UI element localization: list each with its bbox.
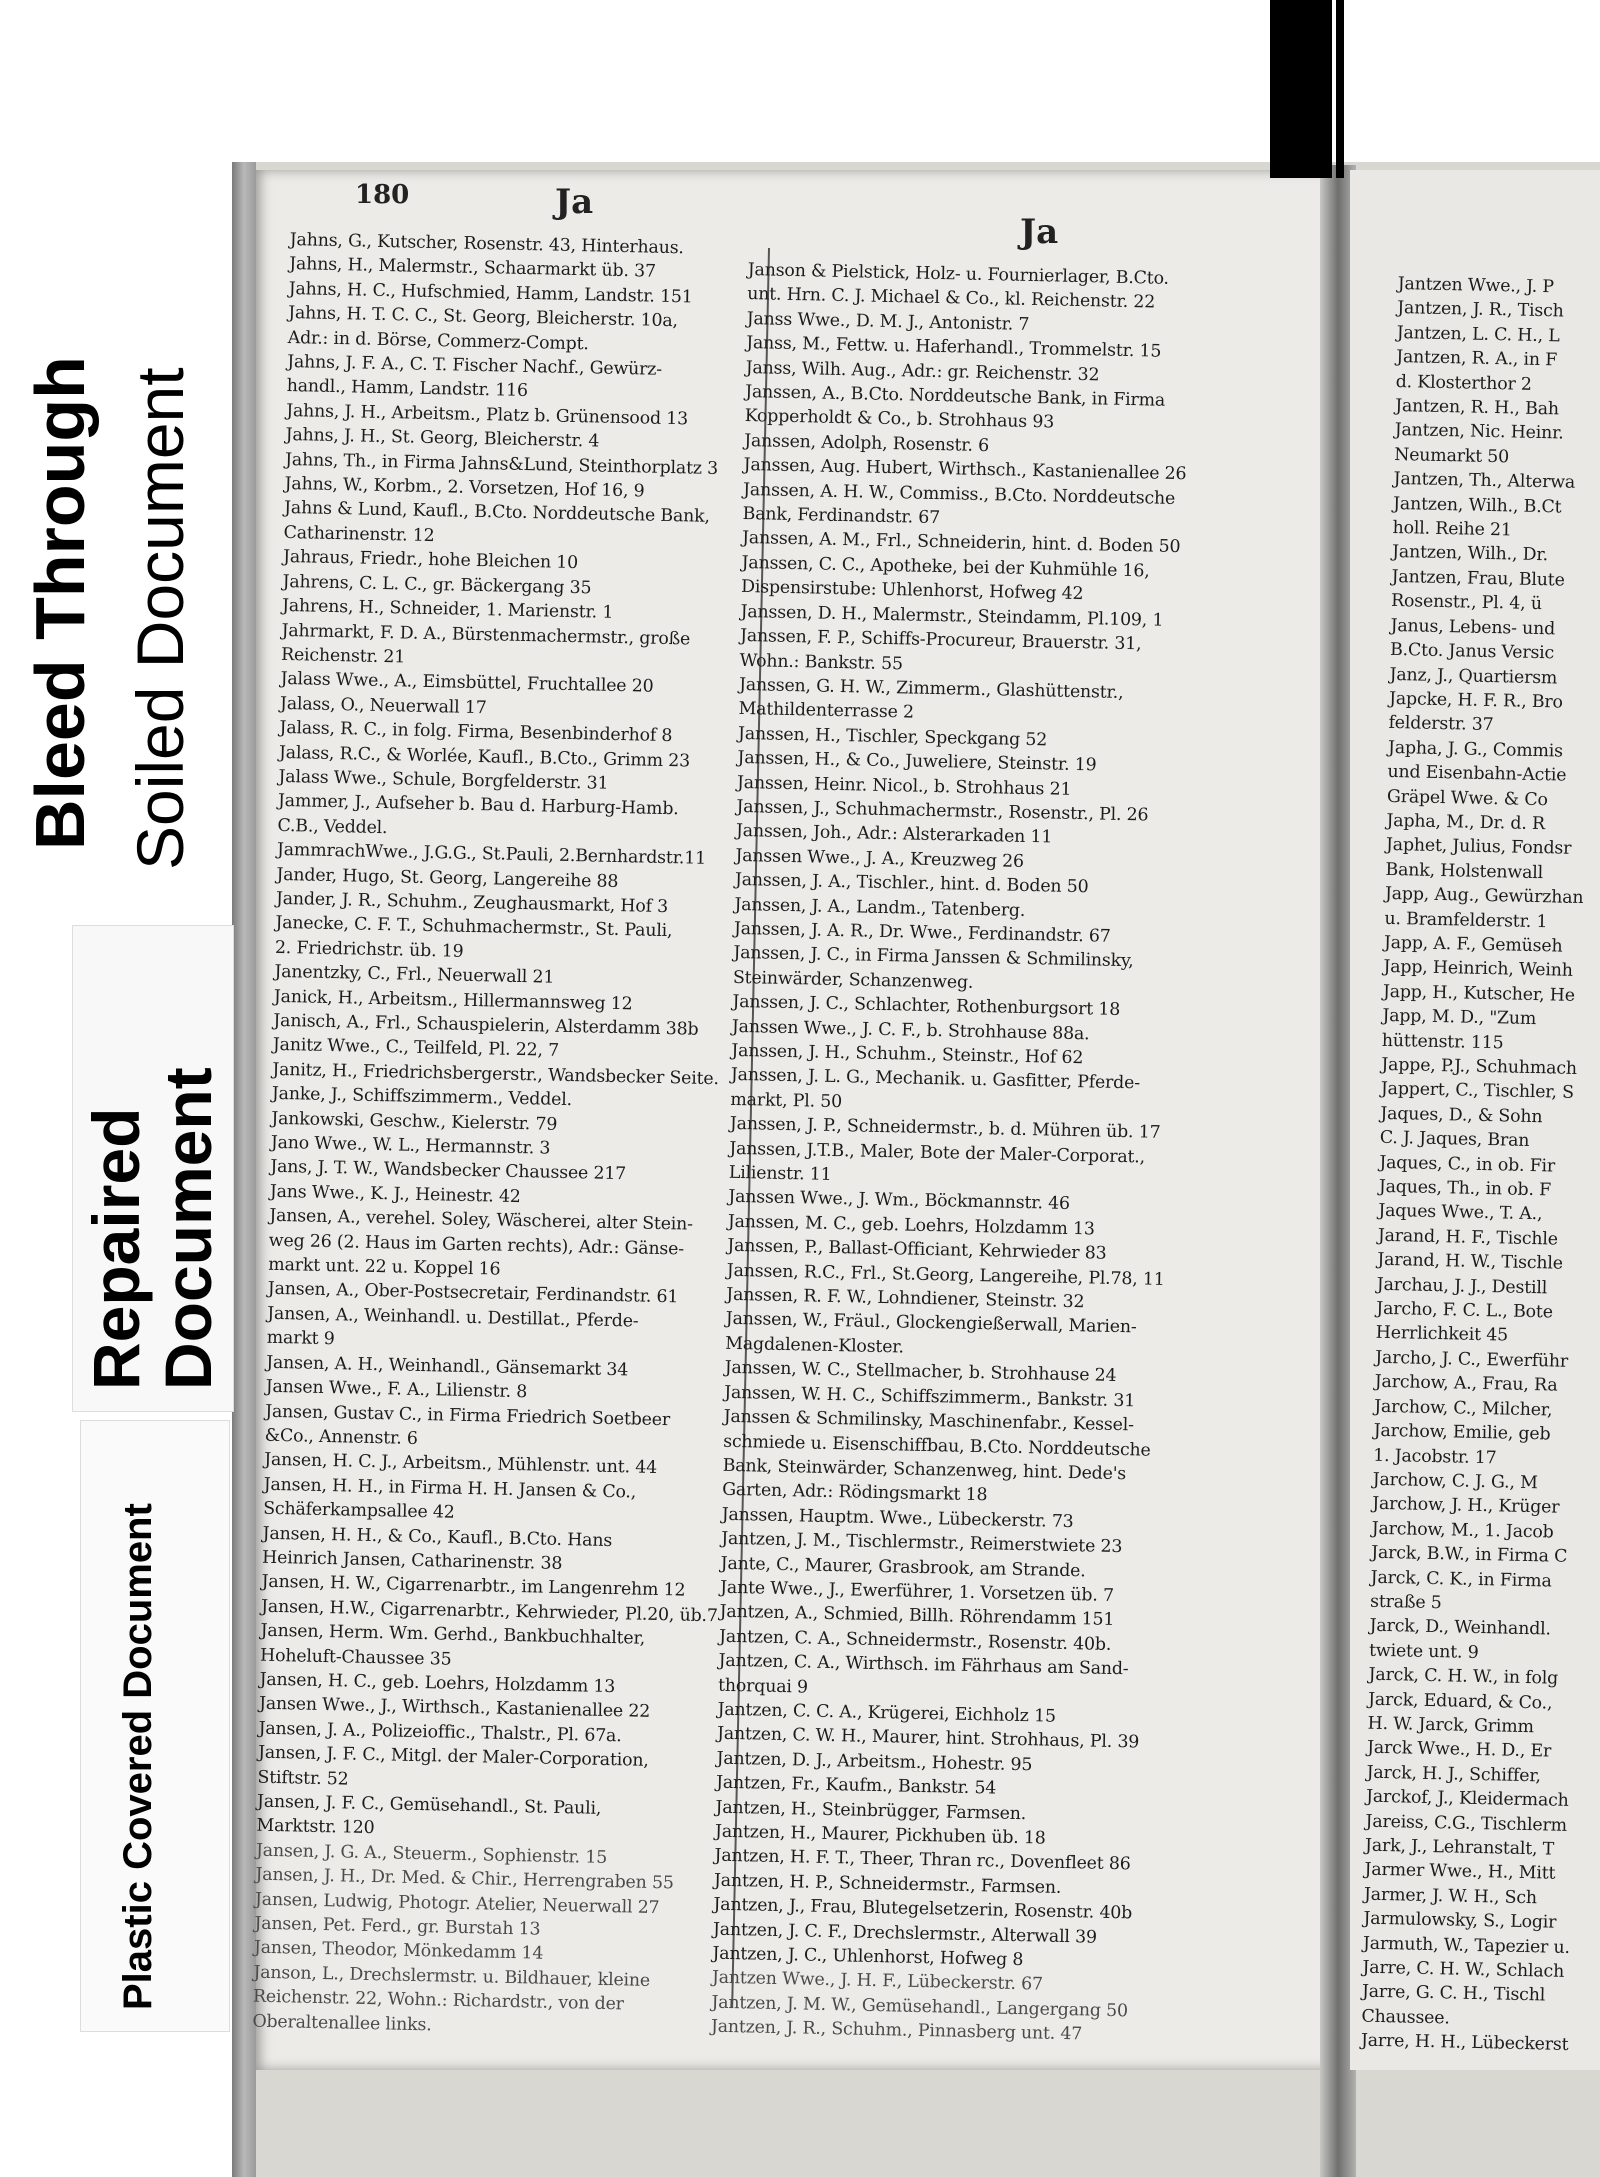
directory-entry: Jarchow, C., Milcher, (1374, 1396, 1553, 1421)
directory-entry: Janssen, D. H., Malermstr., Steindamm, Pl.109, 1 (740, 601, 1164, 631)
directory-entry: Jantzen, J. M. W., Gemüsehandl., Langergang 50 (711, 1992, 1129, 2022)
label-plastic-covered-document: Plastic Covered Document (116, 1503, 160, 2010)
directory-entry: Jantzen, J. C., Uhlenhorst, Hofweg 8 (712, 1943, 1024, 1971)
directory-entry: Janssen, Adolph, Rosenstr. 6 (743, 430, 990, 456)
directory-entry: Jahrens, C. L. C., gr. Bäckergang 35 (282, 571, 592, 599)
directory-entry: schmiede u. Eisenschiffbau, B.Cto. Norddeutsche (723, 1431, 1151, 1461)
directory-entry: Jander, Hugo, St. Georg, Langereihe 88 (276, 864, 619, 892)
directory-entry: Janss Wwe., D. M. J., Antonistr. 7 (746, 308, 1030, 335)
directory-entry: Janssen, G. H. W., Zimmerm., Glashüttenstr., (738, 674, 1124, 703)
directory-entry: Janss, M., Fettw. u. Haferhandl., Trommelstr. 15 (746, 333, 1162, 362)
directory-entry: Janssen, H., & Co., Juweliere, Steinstr. 19 (737, 748, 1097, 776)
directory-entry: Jarmulowsky, S., Logir (1363, 1908, 1557, 1933)
directory-entry: Jansen, J. G. A., Steuerm., Sophienstr. 15 (255, 1840, 608, 1868)
directory-entry: Jarmer, J. W. H., Sch (1363, 1884, 1538, 1909)
directory-entry: 2. Friedrichstr. üb. 19 (274, 937, 464, 962)
directory-column-middle (711, 258, 1268, 2050)
directory-entry: Jarcho, J. C., Ewerführ (1375, 1347, 1569, 1372)
directory-entry: Jarand, H. F., Tischle (1377, 1225, 1559, 1250)
directory-entry: Janssen, W., Fräul., Glockengießerwall, Marien- (725, 1309, 1137, 1338)
directory-entry: 1. Jacobstr. 17 (1373, 1445, 1497, 1468)
directory-entry: Janson, L., Drechslermstr. u. Bildhauer, kleine (253, 1962, 651, 1991)
directory-entry: Jarchau, J. J., Destill (1376, 1274, 1548, 1298)
directory-entry: Wohn.: Bankstr. 55 (739, 650, 904, 674)
directory-entry: Jahns, H., Malermstr., Schaarmarkt üb. 37 (289, 254, 657, 283)
directory-entry: Jahns & Lund, Kaufl., B.Cto. Norddeutsche Bank, (283, 498, 710, 528)
directory-entry: Neumarkt 50 (1393, 444, 1510, 468)
directory-entry: Janson & Pielstick, Holz- u. Fournierlager, B.Cto. (747, 259, 1170, 289)
directory-entry: Jantzen, C. W. H., Maurer, hint. Strohhaus, Pl. 39 (716, 1724, 1140, 1753)
directory-entry: Jansen, Pet. Ferd., gr. Burstah 13 (254, 1913, 541, 1940)
page-binding-edge (232, 162, 256, 2177)
directory-entry: Janssen, R. F. W., Lohndiener, Steinstr. 32 (726, 1284, 1085, 1313)
directory-entry: Janssen, Joh., Adr.: Alsterarkaden 11 (735, 821, 1053, 848)
directory-entry: Jalass Wwe., A., Eimsbüttel, Fruchtallee 20 (280, 669, 654, 698)
directory-entry: Schäferkampsallee 42 (262, 1498, 455, 1523)
directory-entry: Janssen, Heinr. Nicol., b. Strohhaus 21 (736, 772, 1072, 800)
directory-entry: twiete unt. 9 (1368, 1640, 1479, 1663)
directory-entry: Janssen, M. C., geb. Loehrs, Holzdamm 13 (727, 1211, 1095, 1240)
label-bleed-through: Bleed Through (21, 356, 99, 850)
directory-entry: Jantzen Wwe., J. P (1397, 273, 1555, 298)
directory-entry: Jansen, H. W., Cigarrenarbtr., im Langenrehm 12 (261, 1572, 686, 1601)
directory-entry: Lilienstr. 11 (728, 1162, 832, 1185)
directory-entry: Adr.: in d. Börse, Commerz-Compt. (287, 327, 589, 354)
directory-entry: Jarck, H. J., Schiffer, (1366, 1762, 1542, 1787)
directory-entry: Janssen Wwe., J. A., Kreuzweg 26 (735, 845, 1025, 872)
directory-entry: B.Cto. Janus Versic (1389, 640, 1555, 664)
directory-entry: Mathildenterrasse 2 (738, 699, 915, 723)
directory-entry: Jante, C., Maurer, Grasbrook, am Strande. (720, 1553, 1086, 1581)
directory-entry: Japp, M. D., "Zum (1382, 1006, 1537, 1030)
directory-entry: Heinrich Jansen, Catharinenstr. 38 (261, 1547, 563, 1574)
directory-entry: Jaques Wwe., T. A., (1378, 1201, 1543, 1225)
directory-entry: Kopperholdt & Co., b. Strohhaus 93 (744, 406, 1055, 433)
directory-entry: Janssen, R.C., Frl., St.Georg, Langereihe, Pl.78, 11 (726, 1260, 1165, 1290)
directory-entry: Jantzen, A., Schmied, Billh. Röhrendamm 151 (719, 1602, 1115, 1631)
directory-entry: Jans, J. T. W., Wandsbecker Chaussee 217 (270, 1157, 627, 1185)
directory-entry: Jahns, J. F. A., C. T. Fischer Nachf., Gewürz- (286, 352, 663, 380)
directory-entry: Jarand, H. W., Tischle (1377, 1250, 1564, 1274)
directory-entry: Jantzen, Fr., Kaufm., Bankstr. 54 (715, 1772, 997, 1799)
directory-entry: Japcke, H. F. R., Bro (1388, 688, 1564, 713)
directory-entry: Jantzen, J. C. F., Drechslermstr., Alterwall 39 (712, 1919, 1098, 1948)
directory-entry: Jantzen, R. H., Bah (1394, 396, 1560, 420)
directory-entry: Janssen, A. H. W., Commiss., B.Cto. Norddeutsche (742, 479, 1176, 509)
directory-entry: Jansen, A., Ober-Postsecretair, Ferdinandstr. 61 (267, 1279, 679, 1308)
directory-entry: Jantzen, R. A., in F (1396, 347, 1558, 371)
directory-entry: Janssen, J.T.B., Maler, Bote der Maler-Corporat., (729, 1138, 1146, 1168)
directory-entry: Marktstr. 120 (256, 1816, 375, 1839)
directory-entry: Japp, Heinrich, Weinh (1383, 957, 1573, 982)
directory-entry: Japp, A. F., Gemüseh (1383, 932, 1563, 957)
directory-entry: &Co., Annenstr. 6 (264, 1425, 418, 1449)
directory-entry: Jarck, C. H. W., in folg (1368, 1664, 1559, 1689)
directory-entry: Jante Wwe., J., Ewerführer, 1. Vorsetzen üb. 7 (719, 1577, 1115, 1606)
directory-entry: Jantzen, C. A., Schneidermstr., Rosenstr. 40b. (718, 1626, 1112, 1655)
directory-entry: Jantzen, Frau, Blute (1391, 566, 1565, 591)
directory-entry: Jarck, B.W., in Firma C (1370, 1542, 1568, 1567)
directory-entry: Jahns, Th., in Firma Jahns&Lund, Steinthorplatz 3 (284, 449, 719, 479)
directory-entry: Jappe, P.J., Schuhmach (1381, 1054, 1578, 1079)
directory-entry: Jantzen, C. A., Wirthsch. im Fährhaus am Sand- (718, 1650, 1129, 1680)
directory-entry: Janus, Lebens- und (1390, 615, 1556, 640)
directory-entry: Jahns, J. H., Arbeitsm., Platz b. Grünensood 13 (285, 400, 689, 430)
directory-entry: Janssen, J. C., in Firma Janssen & Schmilinsky, (733, 943, 1134, 972)
directory-entry: Jantzen, H. F. T., Theer, Thran rc., Dovenfleet 86 (714, 1846, 1131, 1875)
directory-entry: Rosenstr., Pl. 4, ü (1390, 591, 1543, 615)
directory-entry: Janssen, J., Schuhmachermstr., Rosenstr., Pl. 26 (736, 796, 1149, 826)
directory-entry: C. J. Jaques, Bran (1379, 1128, 1530, 1152)
directory-entry: Garten, Adr.: Rödingsmarkt 18 (721, 1480, 988, 1506)
directory-entry: Jarchow, A., Frau, Ra (1374, 1372, 1558, 1396)
directory-entry: Japha, J. G., Commis (1387, 737, 1564, 762)
directory-entry: Jano Wwe., W. L., Hermannstr. 3 (270, 1132, 551, 1159)
directory-entry: Jansen, J. F. C., Gemüsehandl., St. Pauli, (256, 1791, 602, 1819)
directory-entry: Janisch, A., Frl., Schauspielerin, Alsterdamm 38b (273, 1010, 699, 1040)
directory-entry: Janick, H., Arbeitsm., Hillermannsweg 12 (273, 986, 633, 1014)
directory-entry: Jansen, H. C. J., Arbeitsm., Mühlenstr. unt. 44 (263, 1450, 658, 1479)
directory-entry: Janentzky, C., Frl., Neuerwall 21 (274, 962, 555, 988)
directory-entry: handl., Hamm, Landstr. 116 (286, 376, 529, 402)
directory-entry: unt. Hrn. C. J. Michael & Co., kl. Reichenstr. 22 (747, 284, 1156, 313)
directory-entry: Gräpel Wwe. & Co (1386, 786, 1548, 810)
directory-entry: H. W. Jarck, Grimm (1367, 1713, 1535, 1738)
directory-entry: Bank, Holstenwall (1385, 859, 1544, 883)
directory-entry: Jahrmarkt, F. D. A., Bürstenmachermstr., große (281, 620, 691, 649)
directory-entry: Jantzen, J. R., Schuhm., Pinnasberg unt. 47 (710, 2016, 1083, 2045)
directory-entry: Janssen, W. C., Stellmacher, b. Strohhause 24 (724, 1358, 1117, 1387)
directory-entry: Janssen, J. A., Landm., Tatenberg. (734, 894, 1026, 921)
directory-entry: Jansen, Theodor, Mönkedamm 14 (253, 1938, 544, 1965)
directory-entry: holl. Reihe 21 (1392, 518, 1512, 541)
directory-entry: Jansen, J. H., Dr. Med. & Chir., Herrengraben 55 (255, 1864, 674, 1894)
directory-entry: Jansen, Gustav C., in Firma Friedrich Soetbeer (265, 1401, 671, 1430)
directory-entry: Chaussee. (1361, 2006, 1450, 2029)
directory-entry: markt, Pl. 50 (730, 1089, 843, 1112)
directory-entry: Jarre, C. H. W., Schlach (1362, 1957, 1565, 1982)
directory-entry: Jantzen, D. J., Arbeitsm., Hohestr. 95 (716, 1748, 1033, 1776)
directory-entry: Jantzen, Wilh., B.Ct (1392, 493, 1562, 518)
directory-entry: Jantzen, J. R., Tisch (1397, 298, 1564, 322)
directory-entry: Jarmer Wwe., H., Mitt (1364, 1860, 1556, 1885)
directory-entry: Jarmuth, W., Tapezier u. (1362, 1933, 1570, 1958)
directory-entry: Bank, Steinwärder, Schanzenweg, hint. Dede's (722, 1455, 1127, 1485)
directory-entry: Janssen Wwe., J. C. F., b. Strohhause 88a. (731, 1016, 1090, 1044)
directory-entry: Jantzen, L. C. H., L (1396, 322, 1560, 347)
directory-entry: d. Klosterthor 2 (1395, 371, 1532, 395)
directory-entry: Japhet, Julius, Fondsr (1385, 835, 1572, 860)
directory-entry: Jantzen, Th., Alterwa (1393, 469, 1576, 494)
directory-entry: Jalass, R. C., in folg. Firma, Besenbinderhof 8 (279, 718, 673, 747)
directory-entry: Jarchow, Emilie, geb (1373, 1420, 1551, 1445)
directory-entry: thorquai 9 (717, 1675, 809, 1698)
directory-entry: Jammer, J., Aufseher b. Bau d. Harburg-Hamb. (277, 791, 679, 820)
directory-entry: Jarck, C. K., in Firma (1370, 1567, 1552, 1592)
directory-entry: Jaques, D., & Sohn (1380, 1103, 1543, 1128)
label-repaired: Repaired (79, 1107, 153, 1390)
header-left: Ja (555, 182, 594, 222)
directory-entry: Janssen, A., B.Cto. Norddeutsche Bank, in Firma (744, 382, 1166, 411)
directory-entry: Jansen, J. A., Polizeioffic., Thalstr., Pl. 67a. (258, 1718, 622, 1747)
directory-entry: Jahns, G., Kutscher, Rosenstr. 43, Hinterhaus. (289, 229, 684, 259)
directory-entry: Jarre, H. H., Lübeckerst (1360, 2030, 1569, 2056)
directory-entry: Jahns, J. H., St. Georg, Bleicherstr. 4 (285, 425, 600, 452)
directory-entry: Reichenstr. 22, Wohn.: Richardstr., von der (252, 1986, 624, 2015)
directory-entry: hüttenstr. 115 (1381, 1030, 1504, 1053)
header-right: Ja (1020, 212, 1059, 252)
directory-entry: Jahraus, Friedr., hohe Bleichen 10 (282, 547, 579, 574)
directory-entry: Jansen, A. H., Weinhandl., Gänsemarkt 34 (266, 1352, 629, 1381)
directory-entry: und Eisenbahn-Actie (1387, 762, 1567, 786)
label-repaired-document: Document (151, 1067, 225, 1390)
top-black-strip (1336, 0, 1344, 178)
directory-entry: Janitz Wwe., C., Teilfeld, Pl. 22, 7 (272, 1035, 560, 1062)
directory-entry: Dispensirstube: Uhlenhorst, Hofweg 42 (740, 577, 1084, 605)
directory-entry: Janssen, J. H., Schuhm., Steinstr., Hof 62 (731, 1040, 1084, 1069)
directory-entry: C.B., Veddel. (277, 815, 388, 838)
directory-entry: Jappert, C., Tischler, S (1380, 1079, 1575, 1104)
directory-entry: Jander, J. R., Schuhm., Zeughausmarkt, Hof 3 (275, 888, 669, 918)
directory-entry: Jarck Wwe., H. D., Er (1366, 1738, 1552, 1762)
directory-entry: Jansen, H.W., Cigarrenarbtr., Kehrwieder, Pl.20, üb.7 (260, 1596, 718, 1627)
directory-entry: Janecke, C. F. T., Schuhmachermstr., St. Pauli, (275, 913, 673, 942)
directory-entry: felderstr. 37 (1388, 713, 1494, 736)
directory-entry: Janssen, J. L. G., Mechanik. u. Gasfitter, Pferde- (730, 1065, 1141, 1094)
directory-entry: u. Bramfelderstr. 1 (1384, 908, 1548, 932)
directory-entry: Jankowski, Geschw., Kielerstr. 79 (271, 1108, 558, 1135)
directory-entry: Jarck, D., Weinhandl. (1369, 1616, 1552, 1640)
directory-entry: Jarck, Eduard, & Co., (1367, 1689, 1553, 1714)
directory-entry: Magdalenen-Kloster. (725, 1333, 905, 1358)
directory-entry: Janssen, C. C., Apotheke, bei der Kuhmühle 16, (741, 552, 1150, 582)
directory-entry: Jaques, C., in ob. Fir (1379, 1152, 1556, 1177)
directory-entry: Japp, Aug., Gewürzhan (1384, 884, 1584, 909)
directory-column-right (1361, 272, 1600, 2059)
directory-entry: Jansen, H. C., geb. Loehrs, Holzdamm 13 (259, 1669, 616, 1698)
directory-column-left (252, 228, 785, 2044)
directory-entry: Jantzen, Wilh., Dr. (1391, 542, 1549, 566)
directory-entry: Janssen Wwe., J. Wm., Böckmannstr. 46 (728, 1187, 1071, 1215)
directory-entry: Jantzen, Nic. Heinr. (1394, 420, 1564, 444)
directory-entry: Janssen, Aug. Hubert, Wirthsch., Kastanienallee 26 (743, 455, 1187, 485)
directory-entry: Janssen & Schmilinsky, Maschinenfabr., Kessel- (723, 1406, 1134, 1436)
directory-entry: Oberaltenallee links. (252, 2011, 432, 2036)
directory-entry: Janssen, H., Tischler, Speckgang 52 (737, 723, 1048, 751)
directory-entry: JammrachWwe., J.G.G., St.Pauli, 2.Bernhardstr.11 (276, 840, 707, 870)
directory-entry: Jarchow, J. H., Krüger (1371, 1494, 1560, 1518)
directory-entry: Jahns, H. C., Hufschmied, Hamm, Landstr. 151 (288, 278, 693, 308)
directory-entry: Herrlichkeit 45 (1375, 1323, 1509, 1347)
directory-entry: Jarcho, F. C. L., Bote (1376, 1298, 1553, 1323)
directory-entry: Janssen, F. P., Schiffs-Procureur, Brauerstr. 31, (739, 626, 1142, 655)
directory-entry: Jaques, Th., in ob. F (1378, 1176, 1552, 1201)
directory-entry: Bank, Ferdinandstr. 67 (742, 504, 941, 529)
directory-entry: Reichenstr. 21 (280, 644, 406, 668)
directory-entry: Jansen, A., Weinhandl. u. Destillat., Pferde- (267, 1303, 639, 1332)
directory-entry: Jantzen, J., Frau, Blutegelsetzerin, Rosenstr. 40b (713, 1894, 1133, 1924)
directory-entry: Jantzen, H., Steinbrügger, Farmsen. (715, 1797, 1027, 1824)
directory-entry: Jansen, Ludwig, Photogr. Atelier, Neuerwall 27 (254, 1889, 660, 1918)
directory-entry: Jantzen, H., Maurer, Pickhuben üb. 18 (714, 1821, 1046, 1849)
directory-entry: Jansen, J. F. C., Mitgl. der Maler-Corporation, (257, 1742, 649, 1772)
directory-entry: Jantzen, J. M., Tischlermstr., Reimerstwiete 23 (720, 1528, 1123, 1558)
directory-entry: Jantzen, C. C. A., Krügerei, Eichholz 15 (717, 1699, 1057, 1727)
directory-entry: Jareiss, C.G., Tischlerm (1365, 1811, 1568, 1836)
directory-entry: Jalass, R.C., & Worlée, Kaufl., B.Cto., Grimm 23 (278, 742, 691, 772)
directory-entry: straße 5 (1369, 1591, 1442, 1614)
directory-entry: Steinwärder, Schanzenweg. (732, 967, 974, 993)
page-number: 180 (355, 180, 410, 210)
directory-entry: Janz, J., Quartiersm (1389, 664, 1558, 688)
directory-entry: Jansen, Herm. Wm. Gerhd., Bankbuchhalter, (260, 1620, 646, 1649)
directory-entry: markt 9 (266, 1328, 335, 1350)
directory-entry: Janitz, H., Friedrichsbergerstr., Wandsbecker Seite. (272, 1059, 720, 1089)
directory-entry: Jantzen, H. P., Schneidermstr., Farmsen. (713, 1870, 1062, 1898)
directory-entry: Jahrens, H., Schneider, 1. Marienstr. 1 (281, 596, 614, 623)
directory-entry: Jark, J., Lehranstalt, T (1364, 1835, 1555, 1860)
directory-entry: weg 26 (2. Haus im Garten rechts), Adr.: Gänse- (268, 1230, 685, 1260)
directory-entry: Janss, Wilh. Aug., Adr.: gr. Reichenstr. 32 (745, 357, 1100, 386)
directory-entry: Jarchow, M., 1. Jacob (1371, 1518, 1554, 1543)
directory-entry: Jahns, H. T. C. C., St. Georg, Bleicherstr. 10a, (288, 303, 679, 332)
directory-entry: Japha, M., Dr. d. R (1386, 810, 1546, 835)
directory-entry: Janssen, J. P., Schneidermstr., b. d. Mühren üb. 17 (729, 1114, 1161, 1144)
directory-entry: Janke, J., Schiffszimmerm., Veddel. (271, 1084, 573, 1111)
directory-entry: Janssen, J. A., Tischler., hint. d. Boden 50 (734, 870, 1089, 898)
label-soiled-document: Soiled Document (123, 367, 197, 870)
directory-entry: Janssen, W. H. C., Schiffszimmerm., Bankstr. 31 (724, 1382, 1136, 1412)
top-black-bar (1270, 0, 1332, 178)
directory-entry: Jahns, W., Korbm., 2. Vorsetzen, Hof 16, 9 (284, 474, 645, 502)
directory-entry: Japp, H., Kutscher, He (1382, 981, 1575, 1006)
directory-entry: Jalass Wwe., Schule, Borgfelderstr. 31 (278, 766, 609, 794)
directory-entry: Jarckof, J., Kleidermach (1365, 1786, 1569, 1812)
directory-entry: Stiftstr. 52 (257, 1767, 349, 1790)
directory-entry: Jansen, H. H., in Firma H. H. Jansen & Co., (263, 1474, 637, 1503)
directory-entry: Jansen Wwe., J., Wirthsch., Kastanienallee 22 (258, 1694, 651, 1723)
directory-entry: Jans Wwe., K. J., Heinestr. 42 (269, 1181, 521, 1207)
directory-entry: Janssen, A. M., Frl., Schneiderin, hint. d. Boden 50 (741, 528, 1181, 558)
directory-entry: Jalass, O., Neuerwall 17 (279, 693, 487, 718)
directory-entry: Janssen, Hauptm. Wwe., Lübeckerstr. 73 (721, 1504, 1074, 1532)
directory-entry: Catharinenstr. 12 (283, 522, 435, 546)
directory-entry: Jansen Wwe., F. A., Lilienstr. 8 (265, 1376, 528, 1403)
directory-entry: Hoheluft-Chaussee 35 (259, 1645, 452, 1670)
directory-entry: Jarre, G. C. H., Tischl (1361, 1982, 1546, 2006)
directory-entry: Jantzen Wwe., J. H. F., Lübeckerstr. 67 (711, 1968, 1044, 1995)
directory-entry: markt unt. 22 u. Koppel 16 (268, 1254, 501, 1280)
directory-entry: Janssen, J. A. R., Dr. Wwe., Ferdinandstr. 67 (733, 918, 1111, 947)
directory-entry: Jansen, H. H., & Co., Kaufl., B.Cto. Hans (262, 1523, 613, 1551)
directory-entry: Janssen, P., Ballast-Officiant, Kehrwieder 83 (727, 1236, 1107, 1264)
directory-entry: Jarchow, C. J. G., M (1372, 1469, 1538, 1494)
directory-entry: Janssen, J. C., Schlachter, Rothenburgsort 18 (732, 992, 1121, 1021)
directory-entry: Jansen, A., verehel. Soley, Wäscherei, alter Stein- (269, 1206, 694, 1235)
